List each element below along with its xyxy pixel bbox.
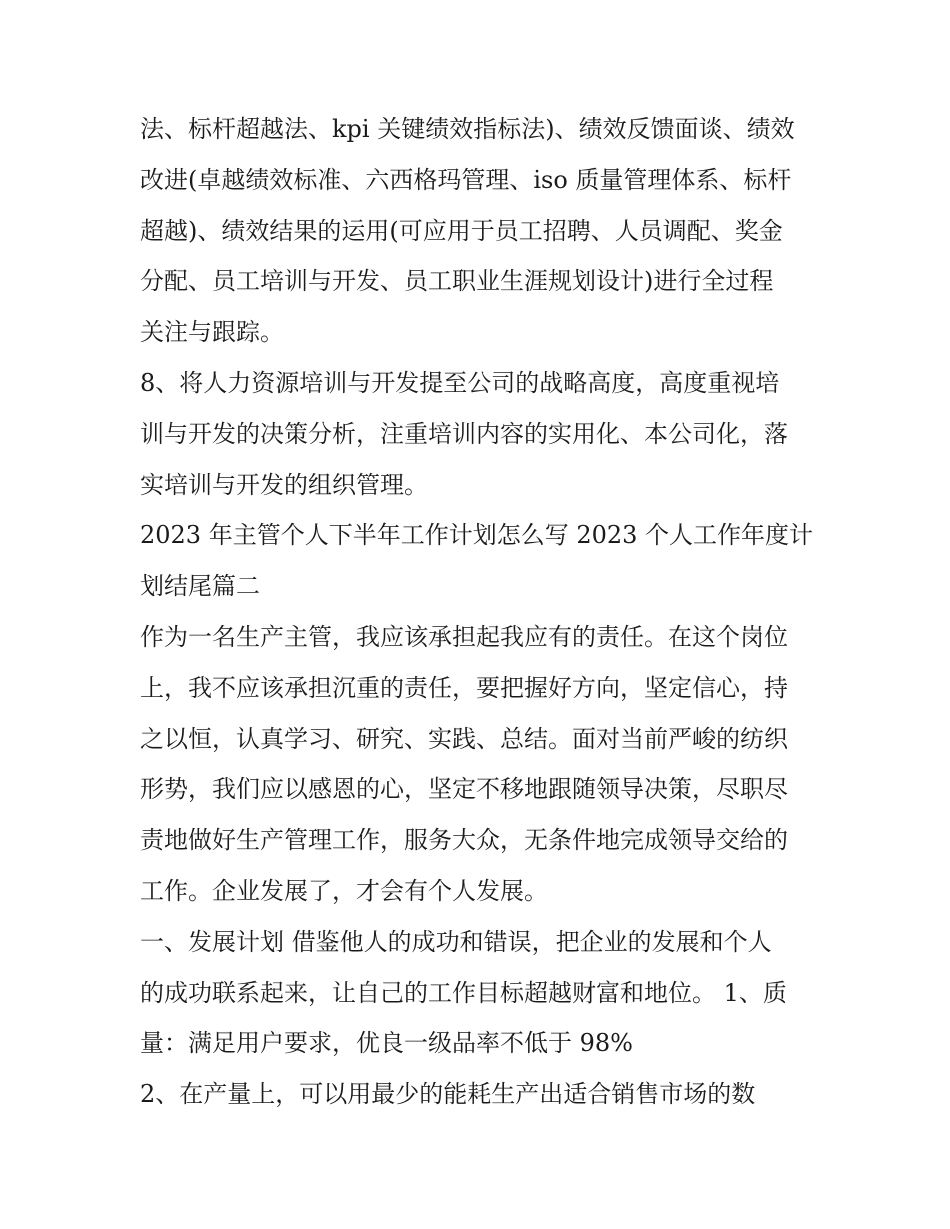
text-line: 之以恒，认真学习、研究、实践、总结。面对当前严峻的纺织 (140, 724, 788, 753)
text-line: 法、标杆超越法、kpi 关键绩效指标法)、绩效反馈面谈、绩效 (140, 115, 795, 143)
section-heading-line: 2023 年主管个人下半年工作计划怎么写 2023 个人工作年度计 (140, 521, 814, 550)
text-line: 量：满足用户要求，优良一级品率不低于 98% (140, 1029, 633, 1058)
text-line: 上，我不应该承担沉重的责任，要把握好方向，坚定信心，持 (140, 673, 788, 702)
text-line: 8、将人力资源培训与开发提至公司的战略高度，高度重视培 (140, 368, 780, 397)
text-line: 训与开发的决策分析，注重培训内容的实用化、本公司化，落 (140, 419, 788, 448)
text-line: 一、发展计划 借鉴他人的成功和错误，把企业的发展和个人 (140, 927, 772, 956)
text-line: 的成功联系起来，让自己的工作目标超越财富和地位。 1、质 (140, 978, 787, 1007)
text-line: 超越)、绩效结果的运用(可应用于员工招聘、人员调配、奖金 (140, 216, 783, 245)
text-line: 2、在产量上，可以用最少的能耗生产出适合销售市场的数 (140, 1080, 756, 1109)
section-heading-line: 划结尾篇二 (140, 572, 260, 601)
text-line: 改进(卓越绩效标准、六西格玛管理、iso 质量管理体系、标杆 (140, 165, 792, 194)
text-line: 责地做好生产管理工作，服务大众，无条件地完成领导交给的 (140, 826, 788, 855)
text-line: 作为一名生产主管，我应该承担起我应有的责任。在这个岗位 (140, 622, 788, 651)
text-line: 形势，我们应以感恩的心，坚定不移地跟随领导决策，尽职尽 (140, 775, 788, 804)
text-line: 工作。企业发展了，才会有个人发展。 (140, 876, 548, 905)
text-line: 分配、员工培训与开发、员工职业生涯规划设计)进行全过程 (140, 267, 774, 296)
document-body (140, 104, 820, 1120)
text-line: 关注与跟踪。 (140, 318, 284, 347)
text-line: 实培训与开发的组织管理。 (140, 470, 428, 499)
